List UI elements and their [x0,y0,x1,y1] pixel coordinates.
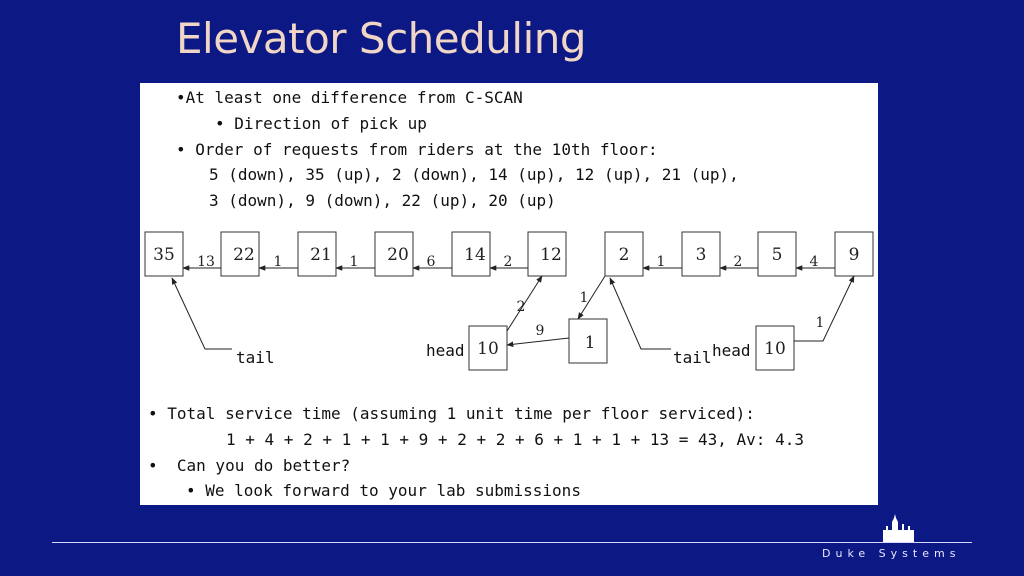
node-9-label: 9 [848,245,860,265]
node-3-label: 3 [695,245,707,265]
edge-20-21-label: 1 [349,254,359,270]
node-20-label: 20 [387,245,409,265]
order-line-2: 3 (down), 9 (down), 22 (up), 20 (up) [209,191,556,210]
edge-2-1-label: 1 [579,290,589,306]
bullet-order: • Order of requests from riders at the 10th floor: [176,140,658,159]
edge-12-14-label: 2 [503,254,513,270]
node-1-label: 1 [584,333,596,353]
edge-head-9 [794,276,854,341]
tail-label-right: tail [673,348,712,367]
edge-9-5-label: 4 [809,254,819,270]
edge-1-head-label: 9 [535,323,545,339]
node-12-label: 12 [540,245,562,265]
tail-line-left [172,278,232,349]
head-label-left: head [426,341,465,360]
node-21-label: 21 [310,245,332,265]
bullet-do-better: • Can you do better? [148,456,351,475]
node-14-label: 14 [464,245,486,265]
edge-22-35-label: 13 [197,254,215,270]
tail-line-right [610,278,671,349]
total-time-formula: 1 + 4 + 2 + 1 + 1 + 9 + 2 + 2 + 6 + 1 + 1 + 13 = 43, Av: 4.3 [226,430,804,449]
footer-rule [52,542,972,543]
edge-14-20-label: 6 [426,254,436,270]
edge-5-3-label: 2 [733,254,743,270]
bullet-lab-submissions: • We look forward to your lab submissions [186,481,581,500]
node-5-label: 5 [771,245,783,265]
edge-head-12-label: 2 [516,299,526,315]
edge-3-2-label: 1 [656,254,666,270]
slide-title: Elevator Scheduling [176,14,587,63]
node-2-label: 2 [618,245,630,265]
duke-chapel-logo [880,514,918,542]
bullet-total-time: • Total service time (assuming 1 unit time per floor serviced): [148,404,755,423]
footer-brand: Duke Systems [822,547,961,560]
bullet-difference: •At least one difference from C-SCAN [176,88,523,107]
node-35-label: 35 [153,245,175,265]
edge-1-head [507,338,569,345]
content-panel [140,83,878,505]
edge-head-9-label: 1 [815,315,825,331]
tail-label-left: tail [236,348,275,367]
head-label-right: head [712,341,751,360]
order-line-1: 5 (down), 35 (up), 2 (down), 14 (up), 12 (up), 21 (up), [209,165,739,184]
head-node-right-label: 10 [764,339,786,359]
node-22-label: 22 [233,245,255,265]
bullet-direction: • Direction of pick up [215,114,427,133]
head-node-left-label: 10 [477,339,499,359]
edge-21-22-label: 1 [273,254,283,270]
